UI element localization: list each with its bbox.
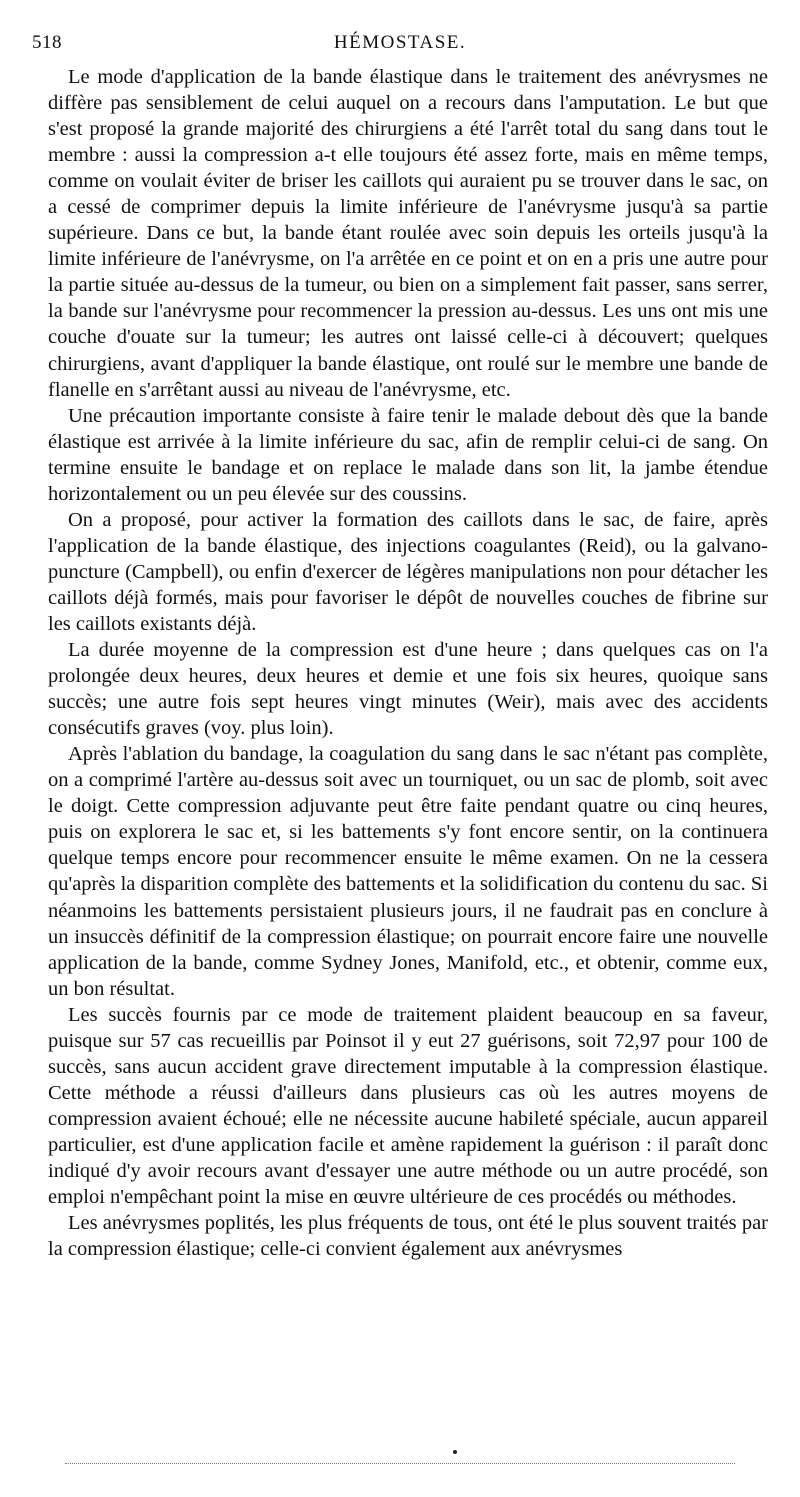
paragraph-after-removal: Après l'ablation du bandage, la coagulation du sang dans le sac n'étant pas complète, on a comprimé l'artère au-dessus soit avec un tourniquet, ou un sac de plomb, soit avec le doigt. Cette compression adjuvante peut être faite pendant quatre ou cinq heures, puis on explorera le sac et, si les battements s'y font encore sentir, on la continuera quelque temps encore pour recommencer ensuite le même examen. On ne la cessera qu'après la disparition complète des battements et la solidification du contenu du sac. Si néanmoins les battements persistaient plusieurs jours, il ne faudrait pas en conclure à un insuccès définitif de la compression élastique; on pourrait encore faire une nouvelle application de la bande, comme Sydney Jones, Manifold, etc., et obtenir, comme eux, un bon résultat. [48,743,768,1000]
paragraph-bandage-application: Le mode d'application de la bande élastique dans le traitement des anévrysmes ne diffère pas sensiblement de celui auquel on a recours dans l'amputation. Le but que s'est proposé la grande majorité des chirurgiens a été l'arrêt total du sang dans tout le membre : aussi la compression a-t elle toujours été assez forte, mais en même temps, comme on voulait éviter de briser les caillots qui auraient pu se trouver dans le sac, on a cessé de comprimer depuis la limite inférieure de l'anévrysme jusqu'à sa partie supérieure. Dans ce but, la bande étant roulée avec soin depuis les orteils jusqu'à la limite inférieure de l'anévrysme, on l'a arrêtée en ce point et on en a pris une autre pour la partie située au-dessus de la tumeur, ou bien on a simplement fait passer, sans serrer, la bande sur l'anévrysme pour recommencer la pression au-dessus. Les uns ont mis une couche d'ouate sur la tumeur; les autres ont laissé celle-ci à découvert; quelques chirurgiens, avant d'appliquer la bande élastique, ont roulé sur le membre une bande de flanelle en s'arrêtant aussi au niveau de l'anévrysme, etc. [48,66,768,401]
body-text [48,64,768,1262]
footer-dotted-rule [65,1463,735,1468]
footer-dot-mark [453,1450,457,1454]
paragraph-success-rate: Les succès fournis par ce mode de traitement plaident beaucoup en sa faveur, puisque sur 57 cas recueillis par Poinsot il y eut 27 guérisons, soit 72,97 pour 100 de succès, sans aucun accident grave directement imputable à la compression élastique. Cette méthode a réussi d'ailleurs dans plusieurs cas où les autres moyens de compression avaient échoué; elle ne nécessite aucune habileté spéciale, aucun appareil particulier, est d'une application facile et amène rapidement la guérison : il paraît donc indiqué d'y avoir recours avant d'essayer une autre méthode ou un autre procédé, son emploi n'empêchant point la mise en œuvre ultérieure de ces procédés ou méthodes. [48,1003,768,1209]
paragraph-coagulation-methods: On a proposé, pour activer la formation des caillots dans le sac, de faire, après l'application de la bande élastique, des injections coagulantes (Reid), ou la galvano-puncture (Campbell), ou enfin d'exercer de légères manipulations non pour détacher les caillots déjà formés, mais pour favoriser le dépôt de nouvelles couches de fibrine sur les caillots existants déjà. [48,508,768,635]
paragraph-precaution: Une précaution importante consiste à faire tenir le malade debout dès que la bande élastique est arrivée à la limite inférieure du sac, afin de remplir celui-ci de sang. On termine ensuite le bandage et on replace le malade dans son lit, la jambe étendue horizontalement ou un peu élevée sur des coussins. [48,404,768,505]
paragraph-compression-duration: La durée moyenne de la compression est d'une heure ; dans quelques cas on l'a prolongée deux heures, deux heures et demie et une fois six heures, quoique sans succès; une autre fois sept heures vingt minutes (Weir), mais avec des accidents consécutifs graves (voy. plus loin). [48,639,768,740]
running-title: HÉMOSTASE. [333,32,467,53]
page-number: 518 [32,32,62,53]
paragraph-popliteal-aneurysms: Les anévrysmes poplités, les plus fréquents de tous, ont été le plus souvent traités par la compression élastique; celle-ci convient également aux anévrysmes [48,1212,768,1261]
page-header [32,32,768,58]
